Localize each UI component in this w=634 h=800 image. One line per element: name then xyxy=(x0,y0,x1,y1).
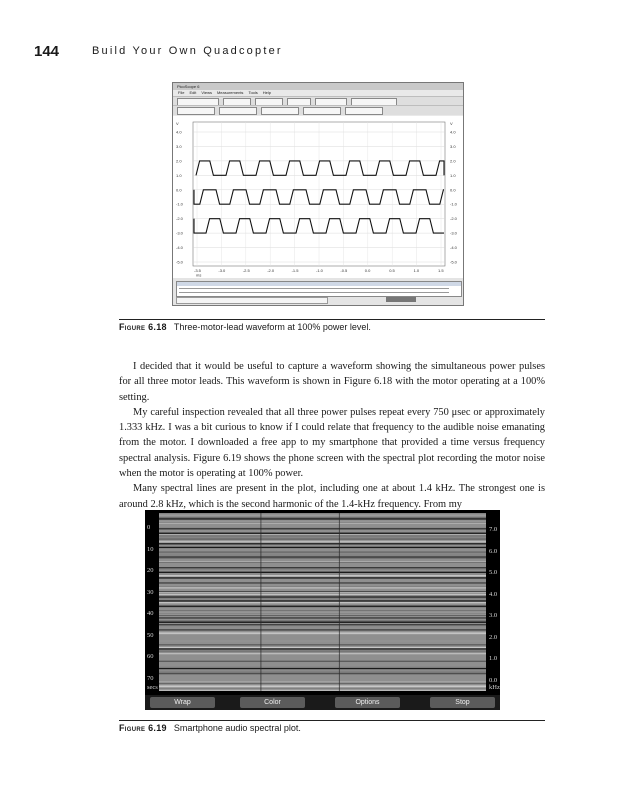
menu-item[interactable]: Edit xyxy=(189,90,197,95)
measurements-table xyxy=(176,281,462,297)
strong-spectral-line xyxy=(159,648,486,649)
left-axis-label: 50 xyxy=(147,631,154,639)
y-units-left: V xyxy=(176,121,179,126)
spectral-line xyxy=(159,554,486,555)
x-tick-label: 0.0 xyxy=(364,268,371,273)
spectral-line xyxy=(159,673,486,674)
spectral-line xyxy=(159,538,486,540)
figure-label: Figure 6.19 xyxy=(119,723,167,733)
page-number: 144 xyxy=(34,43,60,60)
spectral-line xyxy=(159,577,486,579)
x-tick-label: -2.0 xyxy=(267,268,275,273)
running-title: Build Your Own Quadcopter xyxy=(92,45,283,57)
right-axis-label: 7.0 xyxy=(489,526,498,533)
options-button[interactable]: Options xyxy=(335,697,400,708)
y-tick-label: -3.0 xyxy=(176,230,183,236)
spectral-line xyxy=(159,514,486,515)
figure-caption-text: Smartphone audio spectral plot. xyxy=(173,723,301,733)
y-tick-label: -4.0 xyxy=(450,245,457,251)
y-tick-label: 4.0 xyxy=(176,129,182,135)
y-tick-label: -2.0 xyxy=(176,216,183,222)
spectral-line xyxy=(159,575,486,577)
spectral-line xyxy=(159,568,486,569)
y-tick-label: -1.0 xyxy=(176,201,183,207)
left-axis-label: 30 xyxy=(147,588,154,596)
left-axis-label: 0 xyxy=(147,524,151,531)
spectral-line xyxy=(159,690,486,691)
y-tick-label: 0.0 xyxy=(176,187,182,193)
figure-label: Figure 6.18 xyxy=(119,322,167,332)
measurements-panel xyxy=(173,278,463,305)
spectral-line xyxy=(159,610,486,611)
spectral-line xyxy=(159,592,486,594)
spectral-line xyxy=(159,541,486,542)
menu-item[interactable]: Tools xyxy=(248,90,258,95)
x-tick-label: 0.5 xyxy=(389,268,395,273)
left-axis-label: 20 xyxy=(147,567,154,574)
y-tick-label: 1.0 xyxy=(450,172,456,178)
left-axis-label: 60 xyxy=(147,653,154,660)
right-axis-label: 6.0 xyxy=(489,547,498,555)
right-axis-label: 2.0 xyxy=(489,633,498,641)
spectral-line xyxy=(159,535,486,537)
spectral-line xyxy=(159,688,486,689)
y-tick-label: 4.0 xyxy=(450,129,456,135)
right-axis-label: 4.0 xyxy=(489,590,498,598)
x-tick-label: -0.5 xyxy=(340,268,348,273)
menu-item[interactable]: Views xyxy=(201,90,212,95)
spectral-line xyxy=(159,601,486,602)
y-tick-label: 3.0 xyxy=(450,143,456,149)
menu-item[interactable]: File xyxy=(178,90,185,95)
spectral-line xyxy=(159,651,486,652)
spectral-line xyxy=(159,667,486,668)
y-tick-label: 2.0 xyxy=(450,158,456,164)
noise-burst xyxy=(339,513,340,691)
paragraph: Many spectral lines are present in the plot, including one at about 1.4 kHz. The strongest one is around 2.8 kHz, which is the second harmonic of the 1.4-kHz frequency. From my xyxy=(119,483,545,510)
y-tick-label: 3.0 xyxy=(176,143,182,149)
button-bar xyxy=(145,695,500,710)
right-axis-label: 0.0 xyxy=(489,676,498,684)
left-axis-units: secs xyxy=(147,684,158,691)
spectral-line xyxy=(159,515,486,516)
spectral-line xyxy=(159,597,486,599)
menu-item[interactable]: Help xyxy=(262,90,272,95)
y-tick-label: -1.0 xyxy=(450,201,457,207)
spectral-line xyxy=(159,645,486,646)
spectral-line xyxy=(159,632,486,634)
spectral-line xyxy=(159,557,486,558)
spectral-line xyxy=(159,684,486,685)
spectral-line xyxy=(159,558,486,559)
left-axis-label: 70 xyxy=(147,674,154,682)
spectral-line xyxy=(159,625,486,626)
y-tick-label: -2.0 xyxy=(450,216,457,222)
strong-spectral-line xyxy=(159,547,486,548)
caption-rule xyxy=(119,720,545,721)
stop-button[interactable]: Stop xyxy=(430,697,495,708)
spectral-line xyxy=(159,587,486,588)
spectral-line xyxy=(159,624,486,625)
window-title: PicoScope 6 xyxy=(173,83,463,90)
spectral-line xyxy=(159,675,486,676)
right-axis-label: 1.0 xyxy=(489,655,498,662)
x-tick-label: -2.5 xyxy=(242,268,250,273)
strong-spectral-line xyxy=(159,533,486,534)
spectral-line xyxy=(159,689,486,690)
spectral-line xyxy=(159,517,486,518)
spectral-line xyxy=(159,682,486,683)
strong-spectral-line xyxy=(159,518,486,519)
paragraph: I decided that it would be useful to capture a waveform showing the simultaneous power pulses for all three motor leads. This waveform is shown in Figure 6.18 with the motor operating at a 100% setting. xyxy=(119,361,545,403)
spectrogram xyxy=(159,513,486,691)
spectral-line xyxy=(159,551,486,553)
menu-item[interactable]: Measurements xyxy=(216,90,244,95)
spectral-line xyxy=(159,529,486,530)
figure-caption-2 xyxy=(119,723,301,733)
spectral-line xyxy=(159,582,486,584)
right-axis-units: kHz xyxy=(489,684,500,691)
spectral-line xyxy=(159,671,486,672)
figure-caption-1 xyxy=(119,322,371,332)
x-tick-label: -3.5 xyxy=(194,268,201,273)
spectral-line xyxy=(159,654,486,655)
left-axis-label: 10 xyxy=(147,545,154,553)
spectral-line xyxy=(159,562,486,563)
spectral-line xyxy=(159,629,486,630)
status-bar xyxy=(176,297,460,303)
spectral-line xyxy=(159,522,486,523)
body-text xyxy=(119,359,545,512)
y-tick-label: -5.0 xyxy=(450,259,457,265)
y-tick-label: 2.0 xyxy=(176,158,182,164)
x-tick-label: 1.0 xyxy=(413,268,420,273)
color-button[interactable]: Color xyxy=(240,697,305,708)
y-tick-label: 1.0 xyxy=(176,172,182,178)
spectral-line xyxy=(159,543,486,545)
spectral-line xyxy=(159,617,486,619)
spectral-line xyxy=(159,661,486,662)
strong-spectral-line xyxy=(159,668,486,669)
y-tick-label: -4.0 xyxy=(176,245,183,251)
y-tick-label: -5.0 xyxy=(176,259,183,265)
spectral-line xyxy=(159,612,486,613)
right-axis-label: 3.0 xyxy=(489,612,498,619)
noise-burst xyxy=(260,513,261,691)
wrap-button[interactable]: Wrap xyxy=(150,697,215,708)
spectral-line xyxy=(159,613,486,614)
x-tick-label: -3.0 xyxy=(218,268,226,273)
left-axis-label: 40 xyxy=(147,610,154,617)
spectral-line xyxy=(159,647,486,648)
right-axis-label: 5.0 xyxy=(489,569,498,576)
spectral-line xyxy=(159,631,486,632)
y-tick-label: -3.0 xyxy=(450,230,457,236)
paragraph: My careful inspection revealed that all three power pulses repeat every 750 μsec or approximately 1.333 kHz. I was a bit curious to know if I could relate that frequency to the audible noise emanating from the motor. I downloaded a free app to my smartphone that provided a time versus frequency spectral analysis. Figure 6.19 shows the phone screen with the spectral plot recording the motor noise when the motor is operating at 100% power. xyxy=(119,406,545,480)
figure-caption-text: Three-motor-lead waveform at 100% power level. xyxy=(173,322,371,332)
spectral-line xyxy=(159,642,486,644)
x-units-label: ms xyxy=(196,272,202,278)
x-tick-label: -1.5 xyxy=(291,268,299,273)
strong-spectral-line xyxy=(159,606,486,607)
x-tick-label: 1.5 xyxy=(438,268,444,273)
spectral-line xyxy=(159,553,486,554)
spectral-plot-screenshot xyxy=(145,510,500,710)
spectral-line xyxy=(159,595,486,596)
caption-rule xyxy=(119,319,545,320)
toolbar-channels xyxy=(173,105,463,115)
spectral-line xyxy=(159,641,486,642)
x-tick-label: -1.0 xyxy=(316,268,323,273)
oscilloscope-screenshot xyxy=(172,82,464,306)
spectral-line xyxy=(159,602,486,604)
waveform-plot xyxy=(173,116,463,278)
y-units-right: V xyxy=(450,121,453,126)
y-tick-label: 0.0 xyxy=(450,187,456,193)
spectral-line xyxy=(159,685,486,687)
strong-spectral-line xyxy=(159,572,486,573)
strong-spectral-line xyxy=(159,622,486,623)
